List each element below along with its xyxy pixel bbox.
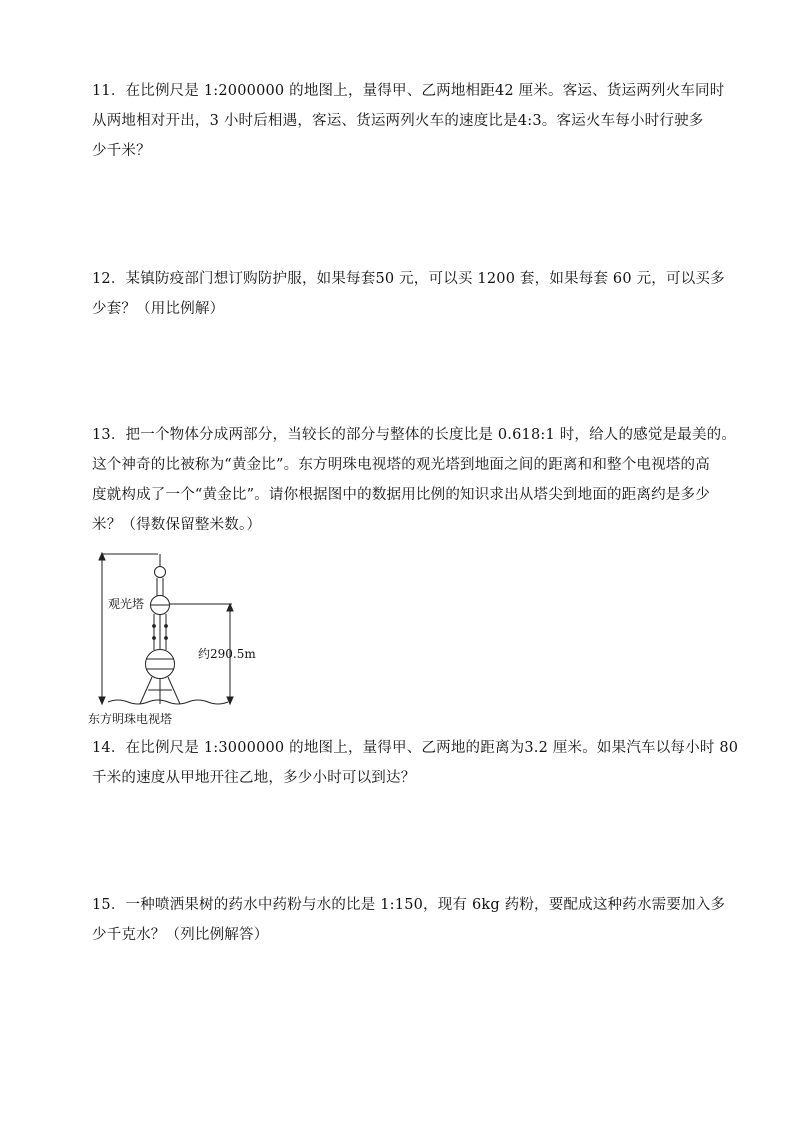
problem-line: 11．在比例尺是 1:2000000 的地图上，量得甲、乙两地相距42 厘米。客运、货运两列火车同时 bbox=[92, 83, 725, 99]
tower-figure bbox=[88, 546, 268, 728]
problem-line: 14．在比例尺是 1:3000000 的地图上，量得甲、乙两地的距离为3.2 厘米。如果汽车以每小时 80 bbox=[92, 740, 739, 756]
problem-13 bbox=[92, 420, 737, 540]
problem-14 bbox=[92, 733, 739, 793]
height-label: 约290.5m bbox=[198, 647, 256, 661]
problem-line: 千米的速度从甲地开往乙地，多少小时可以到达？ bbox=[92, 770, 416, 786]
ground-line bbox=[108, 700, 228, 704]
problem-12 bbox=[92, 264, 725, 324]
tower-lower-sphere bbox=[146, 650, 175, 679]
figure-caption: 东方明珠电视塔 bbox=[88, 712, 173, 726]
problem-15 bbox=[92, 890, 726, 950]
problem-line: 13．把一个物体分成两部分，当较长的部分与整体的长度比是 0.618:1 时，给人的感觉是最美的。 bbox=[92, 427, 737, 443]
problem-line: 少套？（用比例解） bbox=[92, 301, 225, 317]
problem-line: 少千米？ bbox=[92, 143, 151, 159]
observation-tower-label: 观光塔 bbox=[108, 597, 145, 611]
problem-line: 从两地相对开出，3 小时后相遇，客运、货运两列火车的速度比是4:3。客运火车每小时行驶多 bbox=[92, 113, 704, 129]
problem-line: 15．一种喷洒果树的药水中药粉与水的比是 1:150，现有 6kg 药粉，要配成这种药水需要加入多 bbox=[92, 897, 726, 913]
problem-line: 度就构成了一个“黄金比”。请你根据图中的数据用比例的知识求出从塔尖到地面的距离约是多少 bbox=[92, 487, 710, 503]
problem-line: 少千克水？（列比例解答） bbox=[92, 927, 269, 943]
problem-line: 这个神奇的比被称为“黄金比”。东方明珠电视塔的观光塔到地面之间的距离和和整个电视塔的高 bbox=[92, 457, 710, 473]
arrow-up-icon bbox=[227, 604, 233, 611]
arrow-down-icon bbox=[227, 697, 233, 704]
column-dot bbox=[165, 637, 168, 640]
column-dot bbox=[165, 625, 168, 628]
problem-line: 米？（得数保留整米数。） bbox=[92, 517, 262, 533]
problem-line: 12．某镇防疫部门想订购防护服，如果每套50 元，可以买 1200 套，如果每套 60 元，可以买多 bbox=[92, 271, 725, 287]
arrow-down-icon bbox=[99, 697, 105, 704]
column-dot bbox=[153, 637, 156, 640]
problem-11 bbox=[92, 76, 725, 166]
tower-diagram bbox=[88, 546, 268, 728]
tower-top-sphere bbox=[155, 567, 166, 578]
column-dot bbox=[153, 625, 156, 628]
